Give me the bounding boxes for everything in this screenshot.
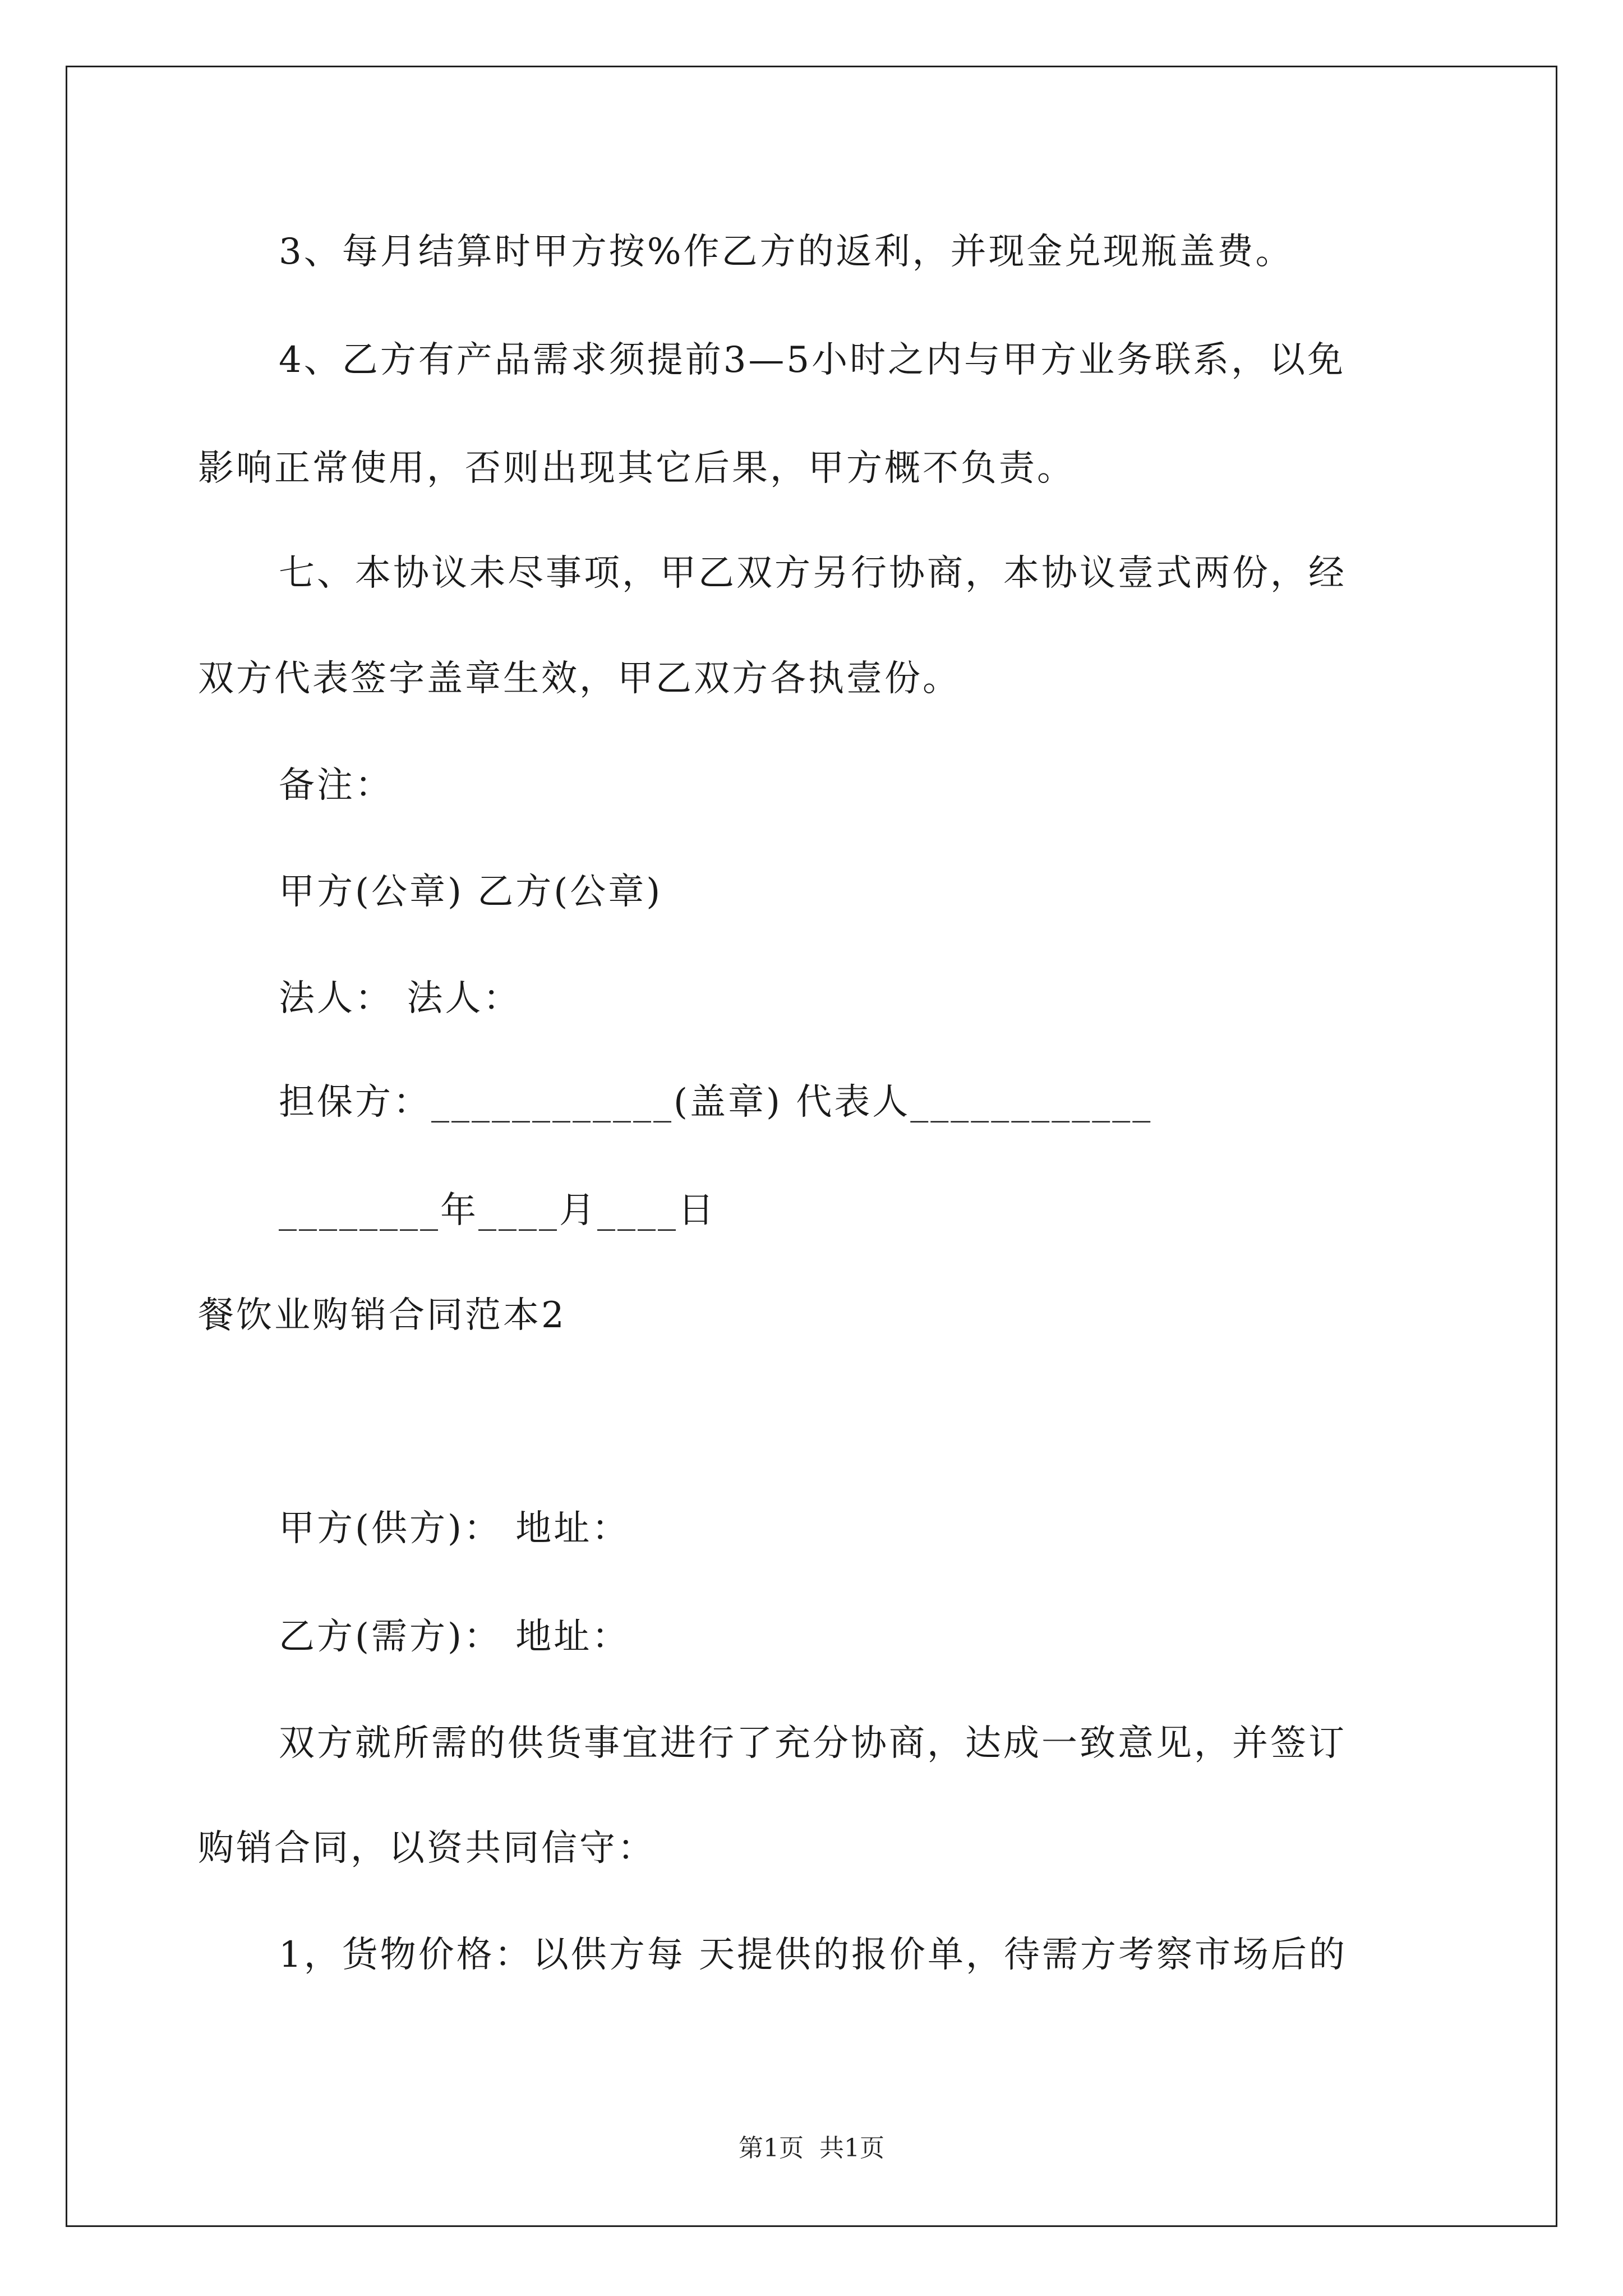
paragraph-line: 4、乙方有产品需求须提前3—5小时之内与甲方业务联系，以免 (279, 339, 1346, 381)
paragraph-line: 甲方(公章) 乙方(公章) (279, 871, 663, 913)
paragraph-line: 1，货物价格：以供方每 天提供的报价单，待需方考察市场后的 (279, 1934, 1348, 1976)
paragraph-line: 乙方(需方)： 地址： (279, 1616, 630, 1658)
paragraph-line: 影响正常使用，否则出现其它后果，甲方概不负责。 (198, 448, 1075, 489)
paragraph-line: 双方就所需的供货事宜进行了充分协商，达成一致意见，并签订 (279, 1723, 1347, 1764)
paragraph-line: ________年____月____日 (279, 1190, 716, 1231)
page-border (66, 66, 1557, 2227)
section-title: 餐饮业购销合同范本2 (198, 1295, 566, 1336)
paragraph-line: 购销合同，以资共同信守： (198, 1828, 656, 1869)
paragraph-line: 3、每月结算时甲方按%作乙方的返利，并现金兑现瓶盖费。 (279, 231, 1294, 273)
paragraph-line: 备注： (279, 765, 393, 806)
paragraph-line: 法人： 法人： (279, 978, 522, 1019)
paragraph-line: 双方代表签字盖章生效，甲乙双方各执壹份。 (198, 658, 961, 700)
paragraph-line: 七、本协议未尽事项，甲乙双方另行协商，本协议壹式两份，经 (279, 553, 1347, 594)
page-footer: 第1页 共1页 (739, 2134, 884, 2162)
paragraph-line: 甲方(供方)： 地址： (279, 1508, 630, 1549)
paragraph-line: 担保方：____________(盖章) 代表人____________ (279, 1082, 1153, 1123)
